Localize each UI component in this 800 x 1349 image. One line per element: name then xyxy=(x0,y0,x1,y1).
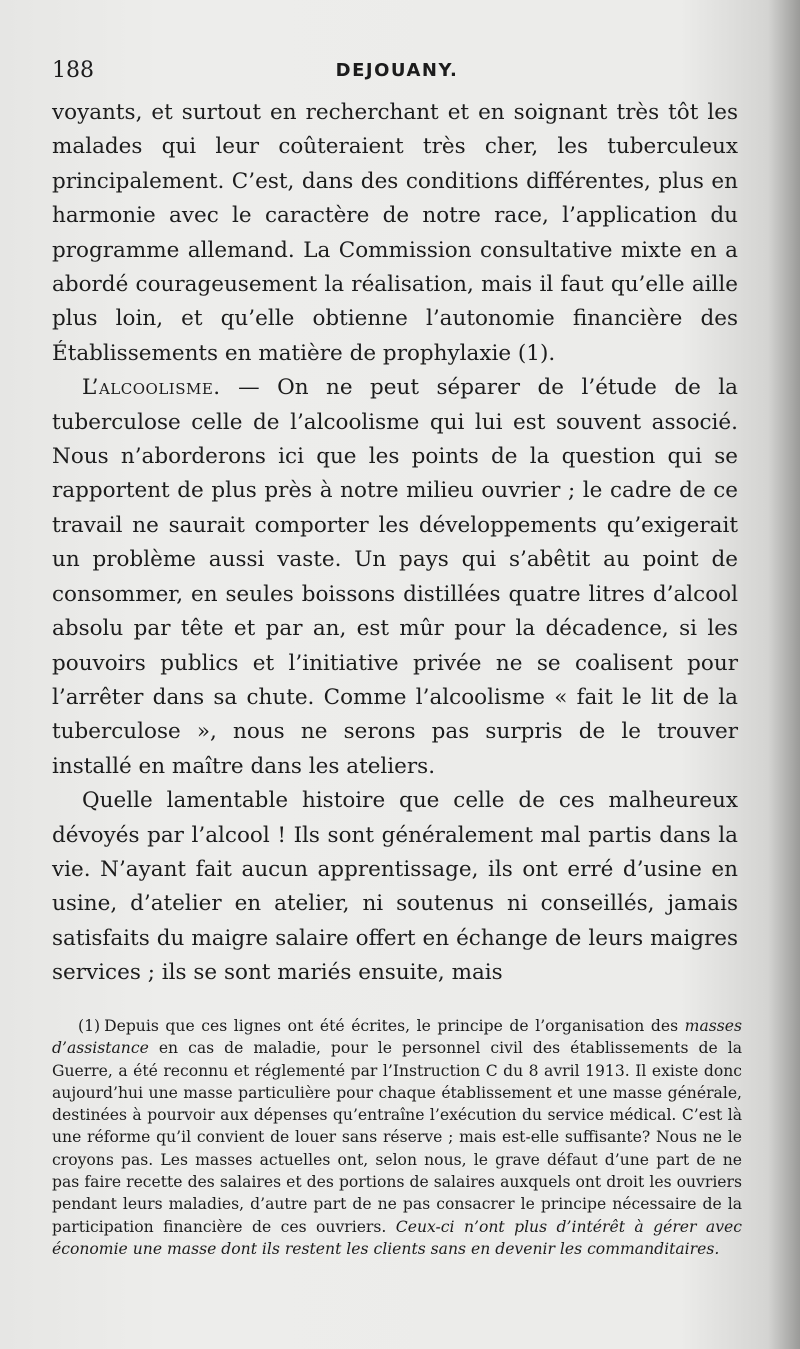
paragraph-alcoolisme xyxy=(52,371,738,784)
footnote-1 xyxy=(52,1015,742,1260)
paragraph-alcoolisme-text: — On ne peut séparer de l’étude de la tuberculose celle de l’alcoolisme qui lui est souvent associé. Nous n’aborderons ici que les points de la question qui se rapportent de plus près à notre milieu ouvrier ; le cadre de ce travail ne saurait comporter les développements qu’exigerait un problème aussi vaste. Un pays qui s’abêtit au point de consommer, en seules boissons distillées quatre litres d’alcool absolu par tête et par an, est mûr pour la décadence, si les pouvoirs publics et l’initiative privée ne se coalisent pour l’arrêter dans sa chute. Comme l’alcoolisme « fait le lit de la tuberculose », nous ne serons pas surpris de le trouver installé en maître dans les ateliers. xyxy=(52,375,738,779)
paragraph-continuation: voyants, et surtout en recherchant et en soignant très tôt les malades qui leur coûteraient très cher, les tuberculeux principalement. C’est, dans des conditions différentes, plus en harmonie avec le caractère de notre race, l’application du programme allemand. La Commission consultative mixte en a abordé courageusement la réalisation, mais il faut qu’elle aille plus loin, et qu’elle obtienne l’autonomie financière des Établissements en matière de prophylaxie (1). xyxy=(52,100,738,366)
paragraph-lamentable-histoire: Quelle lamentable histoire que celle de ces malheureux dévoyés par l’alcool ! Ils sont généralement mal partis dans la vie. N’ayant fait aucun apprentissage, ils ont erré d’usine en usine, d’atelier en atelier, ni soutenus ni conseillés, jamais satisfaits du maigre salaire offert en échange de leurs maigres services ; ils se sont mariés ensuite, mais xyxy=(52,788,738,986)
main-text xyxy=(52,96,738,991)
footnote-marker: (1) xyxy=(78,1017,101,1035)
footnote-italic-term: masses d’assistance xyxy=(52,1017,742,1058)
running-head: DEJOUANY. xyxy=(335,60,459,81)
footnote-text-part2: en cas de maladie, pour le personnel civil des établissements de la Guerre, a été reconnu et réglementé par l’Instruction C du 8 avril 1913. Il existe donc aujourd’hui une masse particulière pour chaque établissement et une masse générale, destinées à pourvoir aux dépenses qu’entraîne l’exécution du service médical. C’est là une réforme qu’il convient de louer sans réserve ; mais est-elle suffisante? Nous ne le croyons pas. Les masses actuelles ont, selon nous, le grave défaut d’une part de ne pas faire recette des salaires et des portions de salaires auxquels ont droit les ouvriers pendant leurs maladies, d’autre part de ne pas consacrer le principe nécessaire de la participation financière de ces ouvriers. xyxy=(52,1039,742,1236)
footnote-block xyxy=(52,1015,742,1260)
section-heading-alcoolisme: L’alcoolisme. xyxy=(82,375,221,401)
page-header xyxy=(52,56,742,90)
footnote-text-part1: Depuis que ces lignes ont été écrites, le principe de l’organisation des xyxy=(104,1017,685,1035)
page-number: 188 xyxy=(52,58,94,83)
footnote-italic-conclusion: Ceux-ci n’ont plus d’intérêt à gérer avec économie une masse dont ils restent les clients sans en devenir les commanditaires. xyxy=(52,1217,742,1258)
